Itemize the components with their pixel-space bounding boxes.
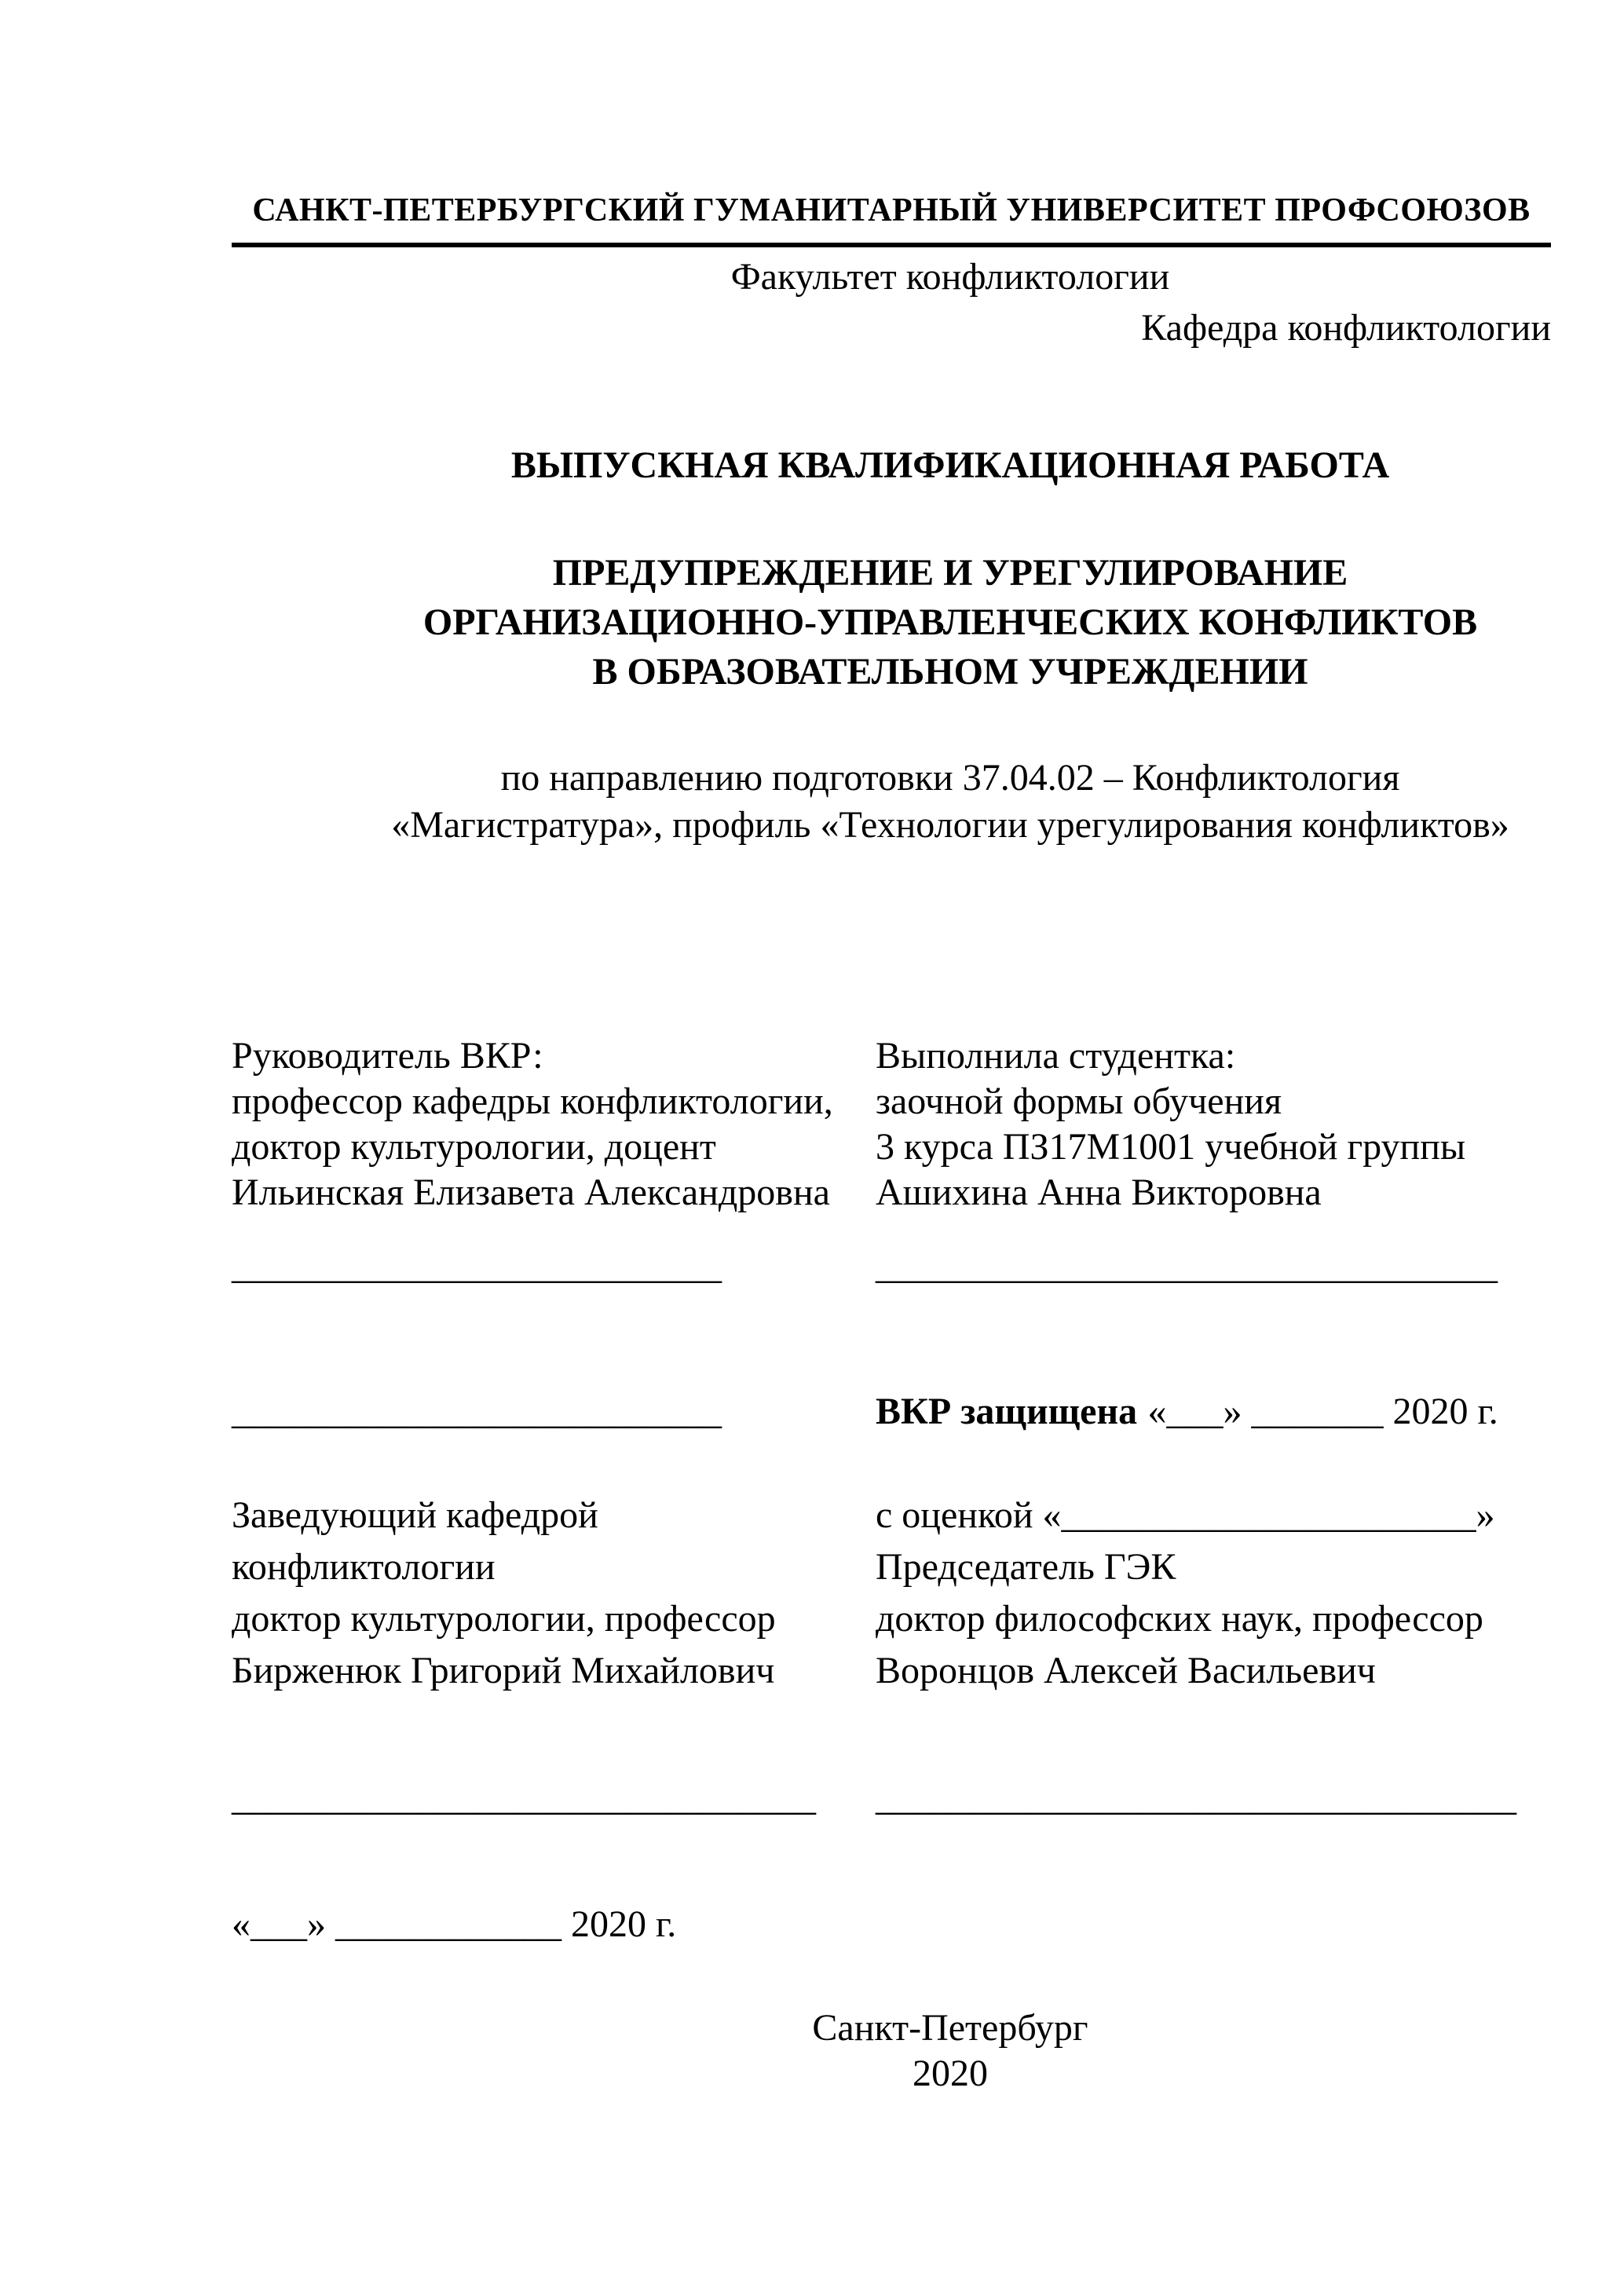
department-head-line: конфликтологии xyxy=(232,1546,496,1588)
supervisor-signature-line-2: __________________________ xyxy=(232,1391,722,1432)
supervisor-line: Ильинская Елизавета Александровна xyxy=(232,1172,830,1213)
signature-row-1 xyxy=(232,1244,1551,1289)
committee-line: Воронцов Алексей Васильевич xyxy=(876,1650,1376,1691)
committee-info xyxy=(876,1490,1551,1697)
supervisor-line: доктор культурологии, доцент xyxy=(232,1126,716,1168)
department-head-signature-line: _______________________________ xyxy=(232,1777,816,1819)
grade-line: с оценкой «______________________» xyxy=(876,1494,1495,1536)
people-block-top xyxy=(232,1033,1551,1216)
program-line: «Магистратура», профиль «Технологии урегулирования конфликтов» xyxy=(391,804,1509,846)
people-block-bottom xyxy=(232,1490,1551,1697)
committee-line: доктор философских наук, профессор xyxy=(876,1598,1483,1640)
faculty-name: Факультет конфликтологии xyxy=(730,256,1170,298)
program-info xyxy=(291,755,1610,849)
department-head-info xyxy=(232,1490,876,1697)
committee-line: Председатель ГЭК xyxy=(876,1546,1176,1588)
defense-statement xyxy=(876,1389,1551,1435)
student-info xyxy=(876,1033,1551,1216)
thesis-title xyxy=(291,548,1610,696)
student-line: заочной формы обучения xyxy=(876,1080,1282,1122)
supervisor-info xyxy=(232,1033,876,1216)
thesis-title-line: ПРЕДУПРЕЖДЕНИЕ И УРЕГУЛИРОВАНИЕ xyxy=(552,552,1348,594)
signature-row-2 xyxy=(232,1389,1551,1435)
student-line: Ашихина Анна Викторовна xyxy=(876,1172,1322,1213)
student-line: Выполнила студентка: xyxy=(876,1035,1236,1077)
city: Санкт-Петербург xyxy=(812,2007,1088,2049)
department-head-line: Заведующий кафедрой xyxy=(232,1494,598,1536)
defense-date-blank: «___» _______ 2020 г. xyxy=(1147,1391,1498,1432)
supervisor-signature-line: __________________________ xyxy=(232,1245,722,1287)
supervisor-line: профессор кафедры конфликтологии, xyxy=(232,1080,833,1122)
university-name: САНКТ-ПЕТЕРБУРГСКИЙ ГУМАНИТАРНЫЙ УНИВЕРСИТЕТ ПРОФСОЮЗОВ xyxy=(252,192,1531,229)
header-rule xyxy=(232,243,1551,247)
signature-row-3 xyxy=(232,1775,1551,1821)
department-head-line: Бирженюк Григорий Михайлович xyxy=(232,1650,775,1691)
student-signature-line: _________________________________ xyxy=(876,1245,1498,1287)
student-line: 3 курса ПЗ17М1001 учебной группы xyxy=(876,1126,1466,1168)
thesis-title-line: В ОБРАЗОВАТЕЛЬНОМ УЧРЕЖДЕНИИ xyxy=(592,651,1308,693)
department-head-date-line: «___» ____________ 2020 г. xyxy=(232,1903,677,1945)
committee-signature-line: __________________________________ xyxy=(876,1777,1516,1819)
department-name: Кафедра конфликтологии xyxy=(1141,307,1551,349)
thesis-title-line: ОРГАНИЗАЦИОННО-УПРАВЛЕНЧЕСКИХ КОНФЛИКТОВ xyxy=(422,601,1478,643)
program-line: по направлению подготовки 37.04.02 – Конфликтология xyxy=(500,757,1400,799)
supervisor-line: Руководитель ВКР: xyxy=(232,1035,543,1077)
work-type-heading: ВЫПУСКНАЯ КВАЛИФИКАЦИОННАЯ РАБОТА xyxy=(510,444,1390,486)
defense-label: ВКР защищена xyxy=(876,1391,1138,1432)
department-head-line: доктор культурологии, профессор xyxy=(232,1598,776,1640)
year: 2020 xyxy=(913,2053,988,2094)
